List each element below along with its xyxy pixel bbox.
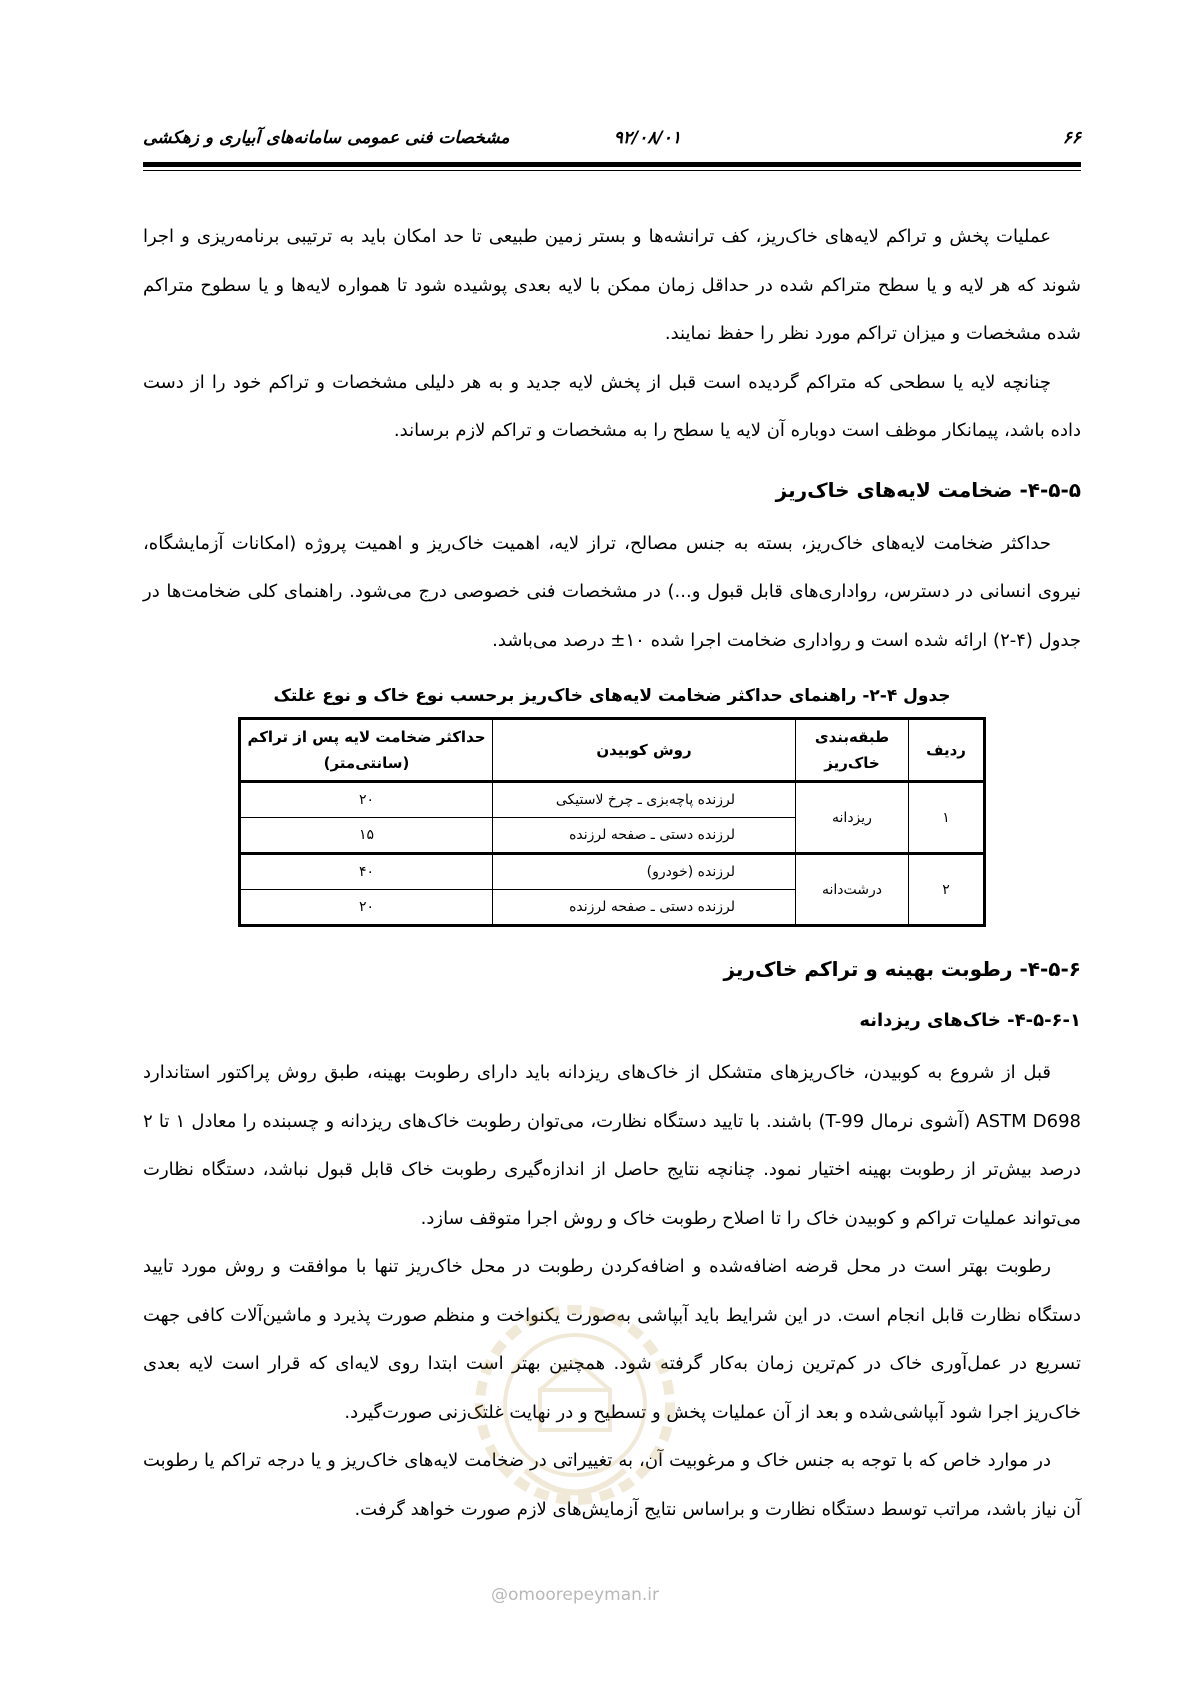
paragraph: چنانچه لایه یا سطحی که متراکم گردیده است قبل از پخش لایه جدید و به هر دلیلی مشخصات و تراکم خود را از دست داده باشد، پیمانکار موظف است دوباره آن لایه یا سطح را به مشخصات و تراکم لازم برساند. [143, 371, 1081, 441]
header-rule-thin [143, 170, 1081, 171]
subsection-heading: ۴-۵-۶-۱- خاک‌های ریزدانه [859, 1010, 1081, 1031]
header-rule-thick [143, 162, 1081, 167]
table-row [240, 854, 985, 890]
cell-method: لرزنده (خودرو) [493, 854, 796, 890]
cell-row-number: ۲ [909, 854, 985, 926]
page-number: ۶۶ [1062, 128, 1081, 148]
watermark-logo-icon [470, 1300, 680, 1530]
watermark-text: @omoorepeyman.ir [490, 1585, 660, 1605]
header-classification: طبقه‌بندی خاک‌ریز [796, 719, 909, 782]
cell-thickness: ۲۰ [240, 890, 493, 926]
section-heading: ۴-۵-۵- ضخامت لایه‌های خاک‌ریز [775, 477, 1081, 502]
paragraph: عملیات پخش و تراکم لایه‌های خاک‌ریز، کف ترانشه‌ها و بستر زمین طبیعی تا حد امکان باید به ترتیبی برنامه‌ریزی و اجرا شوند که هر لایه و یا سطح متراکم شده در حداقل زمان ممکن با لایه بعدی پوشیده شود تا همواره لایه‌ها و یا سطوح متراکم شده مشخصات و میزان تراکم مورد نظر را حفظ نمایند. [143, 226, 1081, 344]
header-date: ۹۲/۰۸/۰۱ [613, 128, 681, 148]
cell-method: لرزنده دستی ـ صفحه لرزنده [493, 818, 796, 854]
cell-classification: درشت‌دانه [796, 854, 909, 926]
header-thickness: حداکثر ضخامت لایه پس از تراکم (سانتی‌متر) [240, 719, 493, 782]
cell-method: لرزنده پاچه‌بزی ـ چرخ لاستیکی [493, 782, 796, 818]
section-heading: ۴-۵-۶- رطوبت بهینه و تراکم خاک‌ریز [723, 957, 1081, 981]
paragraph: رطوبت بهتر است در محل قرضه اضافه‌شده و اضافه‌کردن رطوبت در محل خاک‌ریز تنها با موافقت و روش مورد تایید دستگاه نظارت قابل انجام است. در این شرایط باید آبپاشی به‌صورت یکنواخت و منظم صورت پذیرد و ماشین‌آلات کافی جهت تسریع در عمل‌آوری خاک در کم‌ترین زمان به‌کار گرفته شود. همچنین بهتر است ابتدا روی لایه‌ای که قرار است لایه بعدی خاک‌ریز اجرا شود آبپاشی‌شده و بعد از آن عملیات پخش و تسطیح و در نهایت غلتک‌زنی صورت‌گیرد. [143, 1256, 1081, 1423]
table-header-row [240, 719, 985, 782]
header-row-number: ردیف [909, 719, 985, 782]
cell-thickness: ۱۵ [240, 818, 493, 854]
cell-thickness: ۲۰ [240, 782, 493, 818]
cell-thickness: ۴۰ [240, 854, 493, 890]
cell-row-number: ۱ [909, 782, 985, 854]
paragraph: قبل از شروع به کوبیدن، خاک‌ریزهای متشکل از خاک‌های ریزدانه باید دارای رطوبت بهینه، طبق روش پراکتور استاندارد ASTM D698 (آشوی نرمال T-99) باشند. با تایید دستگاه نظارت، می‌توان رطوبت خاک‌های ریزدانه و چسبنده را معادل ۱ تا ۲ درصد بیش‌تر از رطوبت بهینه اختیار نمود. چنانچه نتایج حاصل از اندازه‌گیری رطوبت خاک قابل قبول نباشد، دستگاه نظارت می‌تواند عملیات تراکم و کوبیدن خاک را تا اصلاح رطوبت خاک و روش اجرا متوقف سازد. [143, 1062, 1082, 1229]
table-caption: جدول ۴-۲- راهنمای حداکثر ضخامت لایه‌های خاک‌ریز برحسب نوع خاک و نوع غلتک [273, 686, 951, 706]
cell-method: لرزنده دستی ـ صفحه لرزنده [493, 890, 796, 926]
header-title: مشخصات فنی عمومی سامانه‌های آبیاری و زهکشی [143, 128, 510, 148]
thickness-table [238, 717, 986, 927]
header-method: روش کوبیدن [493, 719, 796, 782]
paragraph: در موارد خاص که با توجه به جنس خاک و مرغوبیت آن، به تغییراتی در ضخامت لایه‌های خاک‌ریز و یا درجه تراکم یا رطوبت آن نیاز باشد، مراتب توسط دستگاه نظارت و براساس نتایج آزمایش‌های لازم صورت خواهد گرفت. [143, 1450, 1081, 1520]
paragraph: حداکثر ضخامت لایه‌های خاک‌ریز، بسته به جنس مصالح، تراز لایه، اهمیت خاک‌ریز و اهمیت پروژه (امکانات آزمایشگاه، نیروی انسانی در دسترس، رواداری‌های قابل قبول و...) در مشخصات فنی خصوصی درج می‌شود. راهنمای کلی ضخامت‌ها در جدول (۴-۲) ارائه شده است و رواداری ضخامت اجرا شده ۱۰± درصد می‌باشد. [143, 532, 1081, 651]
page-header [143, 128, 1081, 164]
cell-classification: ریزدانه [796, 782, 909, 854]
table-row [240, 782, 985, 818]
